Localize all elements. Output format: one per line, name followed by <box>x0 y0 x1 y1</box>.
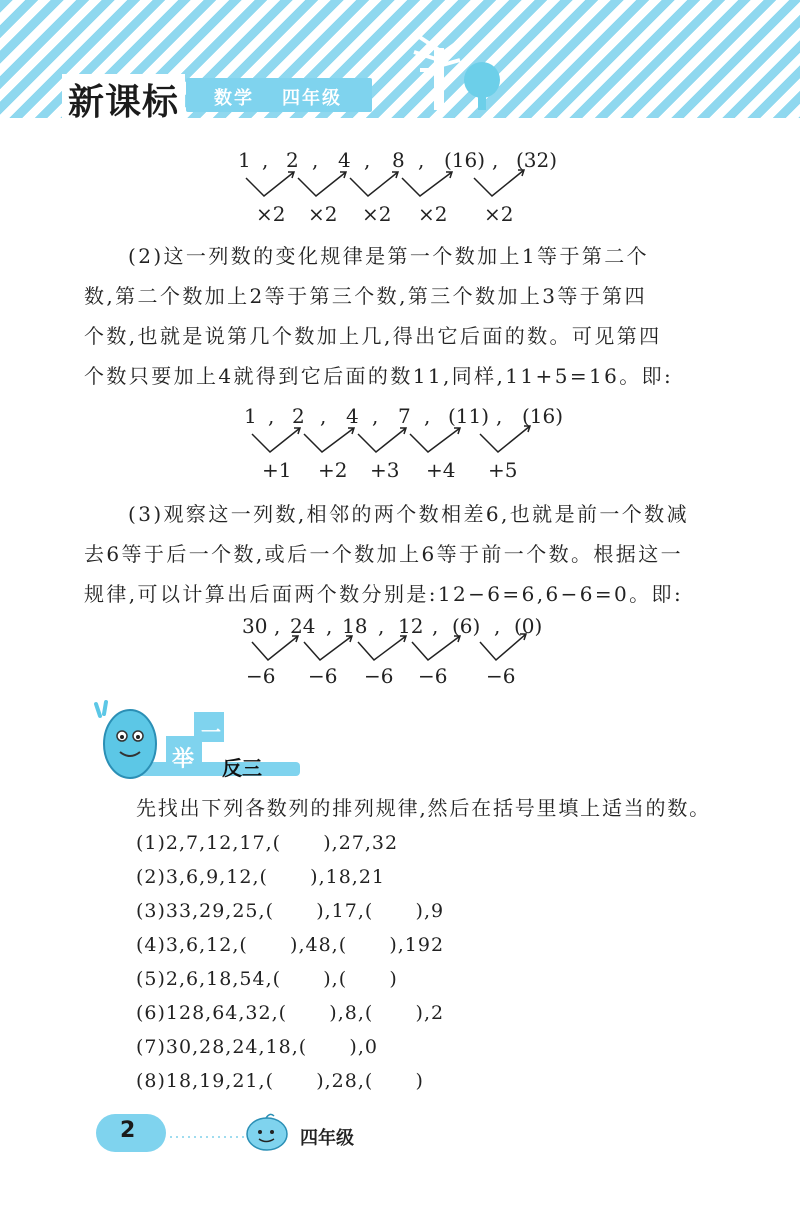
exercise-item: (1)2,7,12,17,( ),27,32 <box>136 832 399 854</box>
term: 1 <box>238 148 251 172</box>
exercise-item: (2)3,6,9,12,( ),18,21 <box>136 866 386 888</box>
term: 4 <box>346 404 359 428</box>
op-label: −6 <box>418 664 448 688</box>
exercise-item: (8)18,19,21,( ),28,( ) <box>136 1070 424 1092</box>
section-badge-ju: 举 <box>172 747 195 772</box>
separator: , <box>320 404 327 428</box>
term-answer: (0) <box>514 614 543 638</box>
text-line: 个数只要加上4就得到它后面的数11,同样,11+5=16。即: <box>84 364 674 388</box>
term: 1 <box>244 404 257 428</box>
separator: , <box>364 148 371 172</box>
separator: , <box>378 614 385 638</box>
exercise-item: (5)2,6,18,54,( ),( ) <box>136 968 398 990</box>
separator: , <box>432 614 439 638</box>
op-label: −6 <box>308 664 338 688</box>
exercise-item: (6)128,64,32,( ),8,( ),2 <box>136 1002 445 1024</box>
term: 18 <box>342 614 368 638</box>
separator: , <box>494 614 501 638</box>
separator: , <box>274 614 281 638</box>
separator: , <box>424 404 431 428</box>
separator: , <box>262 148 269 172</box>
text-line: 去6等于后一个数,或后一个数加上6等于前一个数。根据这一 <box>84 542 684 566</box>
op-label: ×2 <box>256 202 286 226</box>
term: 4 <box>338 148 351 172</box>
header-grade-label: 四年级 <box>282 88 342 109</box>
op-label: −6 <box>364 664 394 688</box>
text-line: 个数,也就是说第几个数加上几,得出它后面的数。可见第四 <box>84 324 662 348</box>
op-label: +1 <box>262 458 292 482</box>
text-line: 数,第二个数加上2等于第三个数,第三个数加上3等于第四 <box>84 284 647 308</box>
op-label: +2 <box>318 458 348 482</box>
subject-label: 数学 <box>214 88 254 109</box>
page-number: 2 <box>120 1118 136 1143</box>
term: 2 <box>286 148 299 172</box>
term-answer: (16) <box>444 148 486 172</box>
op-label: −6 <box>246 664 276 688</box>
term: 24 <box>290 614 316 638</box>
op-label: ×2 <box>362 202 392 226</box>
term: 2 <box>292 404 305 428</box>
separator: , <box>312 148 319 172</box>
dotted-line <box>170 1134 250 1140</box>
op-label: ×2 <box>484 202 514 226</box>
exercise-instruction: 先找出下列各数列的排列规律,然后在括号里填上适当的数。 <box>136 796 711 820</box>
op-label: +4 <box>426 458 456 482</box>
text-line: (2)这一列数的变化规律是第一个数加上1等于第二个 <box>128 244 650 268</box>
separator: , <box>418 148 425 172</box>
smiley-icon <box>244 1112 290 1152</box>
term-answer: (32) <box>516 148 558 172</box>
section-title: 反三 <box>222 756 262 780</box>
section-badge-yi: 一 <box>201 720 221 744</box>
separator: , <box>492 148 499 172</box>
separator: , <box>326 614 333 638</box>
term: 8 <box>392 148 405 172</box>
term: 12 <box>398 614 424 638</box>
exercise-item: (7)30,28,24,18,( ),0 <box>136 1036 378 1058</box>
op-label: +5 <box>488 458 518 482</box>
text-line: (3)观察这一列数,相邻的两个数相差6,也就是前一个数减 <box>128 502 689 526</box>
separator: , <box>372 404 379 428</box>
term: 30 <box>242 614 268 638</box>
brand-title: 新课标 <box>62 74 185 125</box>
term-answer: (16) <box>522 404 564 428</box>
exercise-item: (3)33,29,25,( ),17,( ),9 <box>136 900 445 922</box>
op-label: +3 <box>370 458 400 482</box>
op-label: ×2 <box>418 202 448 226</box>
term: 7 <box>398 404 411 428</box>
separator: , <box>496 404 503 428</box>
term-answer: (11) <box>448 404 490 428</box>
op-label: ×2 <box>308 202 338 226</box>
separator: , <box>268 404 275 428</box>
exercise-item: (4)3,6,12,( ),48,( ),192 <box>136 934 445 956</box>
term-answer: (6) <box>452 614 481 638</box>
text-line: 规律,可以计算出后面两个数分别是:12−6=6,6−6=0。即: <box>84 582 684 606</box>
footer-grade-label: 四年级 <box>300 1128 354 1149</box>
op-label: −6 <box>486 664 516 688</box>
